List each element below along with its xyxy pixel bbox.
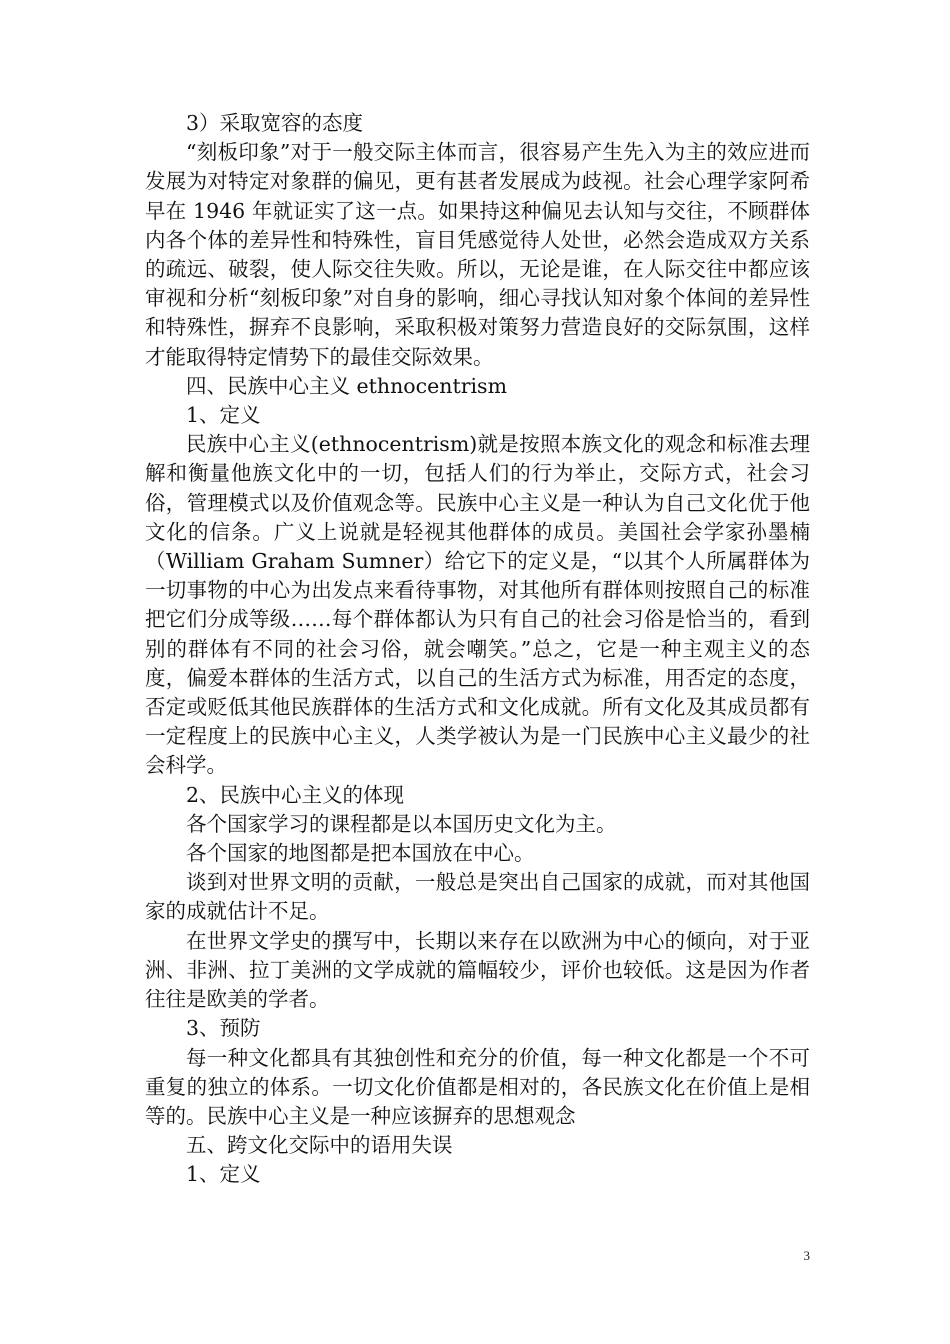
section-heading-pragmatic-failure: 五、跨文化交际中的语用失误 bbox=[186, 1133, 453, 1158]
subheading-prevention: 3、预防 bbox=[186, 1016, 261, 1041]
section-heading-ethnocentrism: 四、民族中心主义 ethnocentrism bbox=[186, 373, 508, 398]
subheading-manifestation: 2、民族中心主义的体现 bbox=[186, 782, 405, 807]
paragraph-literary-history: 在世界文学史的撰写中，长期以来存在以欧洲为中心的倾向，对于亚洲、非洲、拉丁美洲的文学成就的篇幅较少，评价也较低。这是因为作者往往是欧美的学者。 bbox=[145, 928, 810, 1012]
page-number: 3 bbox=[803, 1248, 810, 1263]
paragraph-civilization-contribution: 谈到对世界文明的贡献，一般总是突出自己国家的成就，而对其他国家的成就估计不足。 bbox=[145, 870, 810, 924]
subheading-definition-2: 1、定义 bbox=[186, 1162, 261, 1187]
paragraph-ethnocentrism-definition: 民族中心主义(ethnocentrism)就是按照本族文化的观念和标准去理解和衡量他族文化中的一切，包括人们的行为举止，交际方式，社会习俗，管理模式以及价值观念等。民族中心主义是一种认为自己文化优于他文化的信条。广义上说就是轻视其他群体的成员。美国社会学家孙墨楠（William Graham Sumner）给它下的定义是，“以其个人所属群体为一切事物的中心为出发点来看待事物，对其他所有群体则按照自己的标准把它们分成等级……每个群体都认为只有自己的社会习俗是恰当的，看到别的群体有不同的社会习俗，就会嘲笑。”总之，它是一种主观主义的态度，偏爱本群体的生活方式，以自己的生活方式为标准，用否定的态度，否定或贬低其他民族群体的生活方式和文化成就。所有文化及其成员都有一定程度上的民族中心主义，人类学被认为是一门民族中心主义最少的社会科学。 bbox=[145, 432, 810, 778]
paragraph-maps: 各个国家的地图都是把本国放在中心。 bbox=[186, 841, 535, 866]
body-text bbox=[145, 109, 810, 1190]
paragraph-stereotype-effects: “刻板印象”对于一般交际主体而言，很容易产生先入为主的效应进而发展为对特定对象群的偏见，更有甚者发展成为歧视。社会心理学家阿希早在 1946 年就证实了这一点。如果持这种偏见去认知与交往，不顾群体内各个体的差异性和特殊性，盲目凭感觉待人处世，必然会造成双方关系的疏远、破裂，使人际交往失败。所以，无论是谁，在人际交往中都应该审视和分析“刻板印象”对自身的影响，细心寻找认知对象个体间的差异性和特殊性，摒弃不良影响，采取积极对策努力营造良好的交际氛围，这样才能取得特定情势下的最佳交际效果。 bbox=[145, 140, 810, 369]
subheading-definition: 1、定义 bbox=[186, 403, 261, 428]
subheading-tolerant-attitude: 3）采取宽容的态度 bbox=[186, 111, 364, 135]
paragraph-cultural-relativism: 每一种文化都具有其独创性和充分的价值，每一种文化都是一个不可重复的独立的体系。一切文化价值都是相对的，各民族文化在价值上是相等的。民族中心主义是一种应该摒弃的思想观念 bbox=[145, 1045, 810, 1128]
paragraph-curriculum: 各个国家学习的课程都是以本国历史文化为主。 bbox=[186, 811, 617, 836]
